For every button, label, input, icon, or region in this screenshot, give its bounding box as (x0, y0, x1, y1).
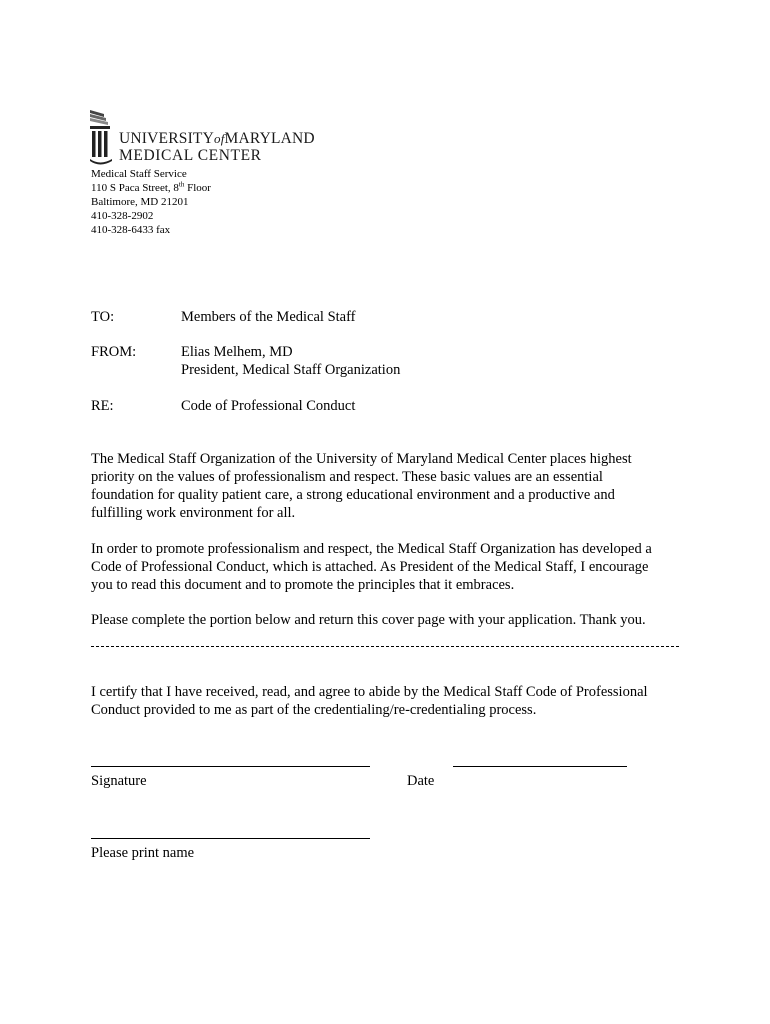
from-label: FROM: (91, 344, 137, 360)
street-address: 110 S Paca Street, 8th Floor (91, 180, 211, 194)
print-name-label: Please print name (91, 845, 195, 861)
logo-wordmark-line1: UNIVERSITYofMARYLAND (119, 130, 315, 147)
text-line: Code of Professional Conduct, which is attached. As President of the Medical Staff, I encourage (91, 559, 649, 575)
city-state-zip: Baltimore, MD 21201 (91, 196, 189, 208)
letterhead-logo (88, 108, 328, 168)
text-line: fulfilling work environment for all. (91, 505, 296, 521)
signature-label: Signature (91, 773, 147, 789)
text-line: priority on the values of professionalism and respect. These basic values are an essential (91, 469, 603, 485)
text-line: you to read this document and to promote the principles that it embraces. (91, 577, 515, 593)
to-value: Members of the Medical Staff (181, 309, 356, 325)
date-label: Date (407, 773, 435, 789)
logo-wordmark-line2: MEDICAL CENTER (119, 147, 262, 164)
sender-address (91, 167, 211, 237)
text-line: Please complete the portion below and return this cover page with your application. Thank you. (91, 612, 646, 628)
signature-line[interactable] (91, 766, 370, 767)
text-line: In order to promote professionalism and respect, the Medical Staff Organization has developed a (91, 541, 652, 557)
body-paragraph-3 (91, 611, 691, 629)
department: Medical Staff Service (91, 168, 187, 180)
text-line: The Medical Staff Organization of the University of Maryland Medical Center places highest (91, 451, 632, 467)
cut-line-divider (91, 646, 679, 647)
certification-statement (91, 683, 691, 719)
from-value: Elias Melhem, MD (181, 344, 293, 360)
fax-number: 410-328-6433 fax (91, 224, 171, 236)
body-paragraph-1 (91, 450, 691, 522)
to-label: TO: (91, 309, 115, 325)
text-line: I certify that I have received, read, and agree to abide by the Medical Staff Code of Professional (91, 684, 648, 700)
date-line[interactable] (453, 766, 627, 767)
re-value: Code of Professional Conduct (181, 398, 356, 414)
umm-tower-icon (88, 108, 116, 166)
text-line: Conduct provided to me as part of the credentialing/re-credentialing process. (91, 702, 537, 718)
phone-number: 410-328-2902 (91, 210, 154, 222)
body-paragraph-2 (91, 540, 691, 594)
print-name-line[interactable] (91, 838, 370, 839)
text-line: foundation for quality patient care, a strong educational environment and a productive and (91, 487, 615, 503)
from-title: President, Medical Staff Organization (181, 362, 401, 378)
re-label: RE: (91, 398, 114, 414)
